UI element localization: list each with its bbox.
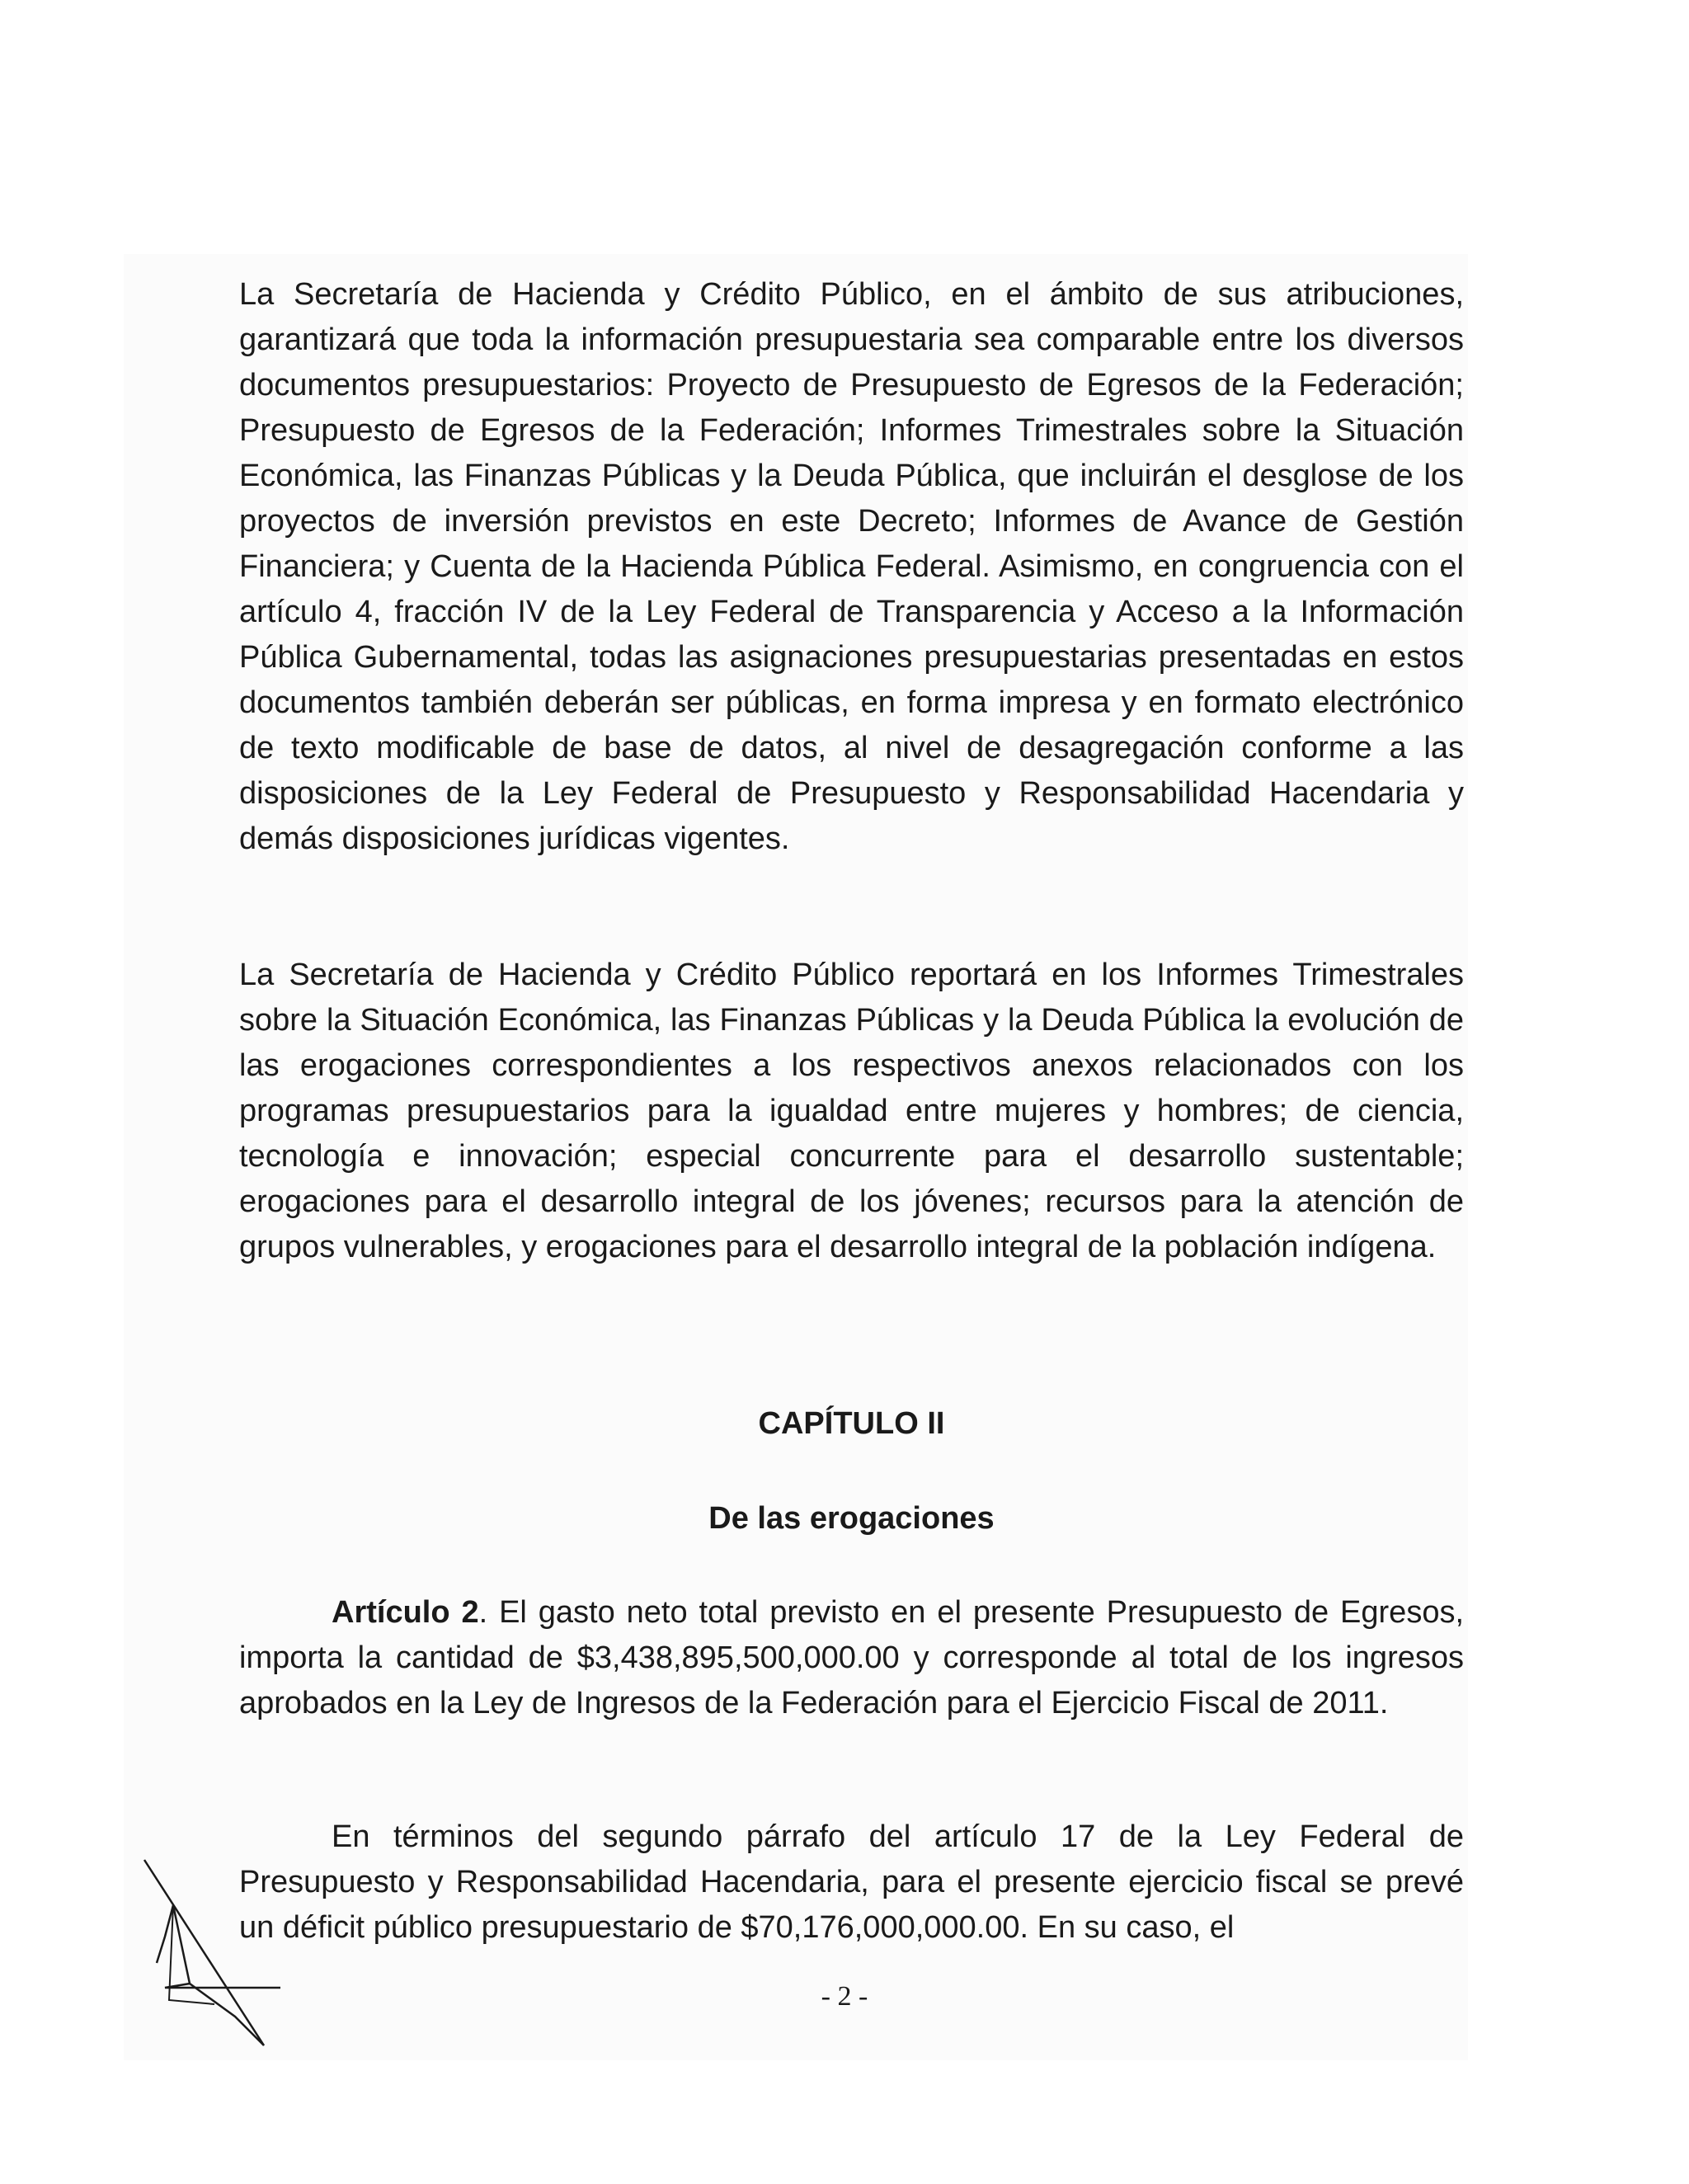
paragraph-deficit: En términos del segundo párrafo del artículo 17 de la Ley Federal de Presupuesto y Responsabilidad Hacendaria, para el presente ejercicio fiscal se prevé un déficit público presupuestario de $70,176,000,000.00. En su caso, el (239, 1819, 1464, 1945)
chapter-subtitle: De las erogaciones (708, 1501, 995, 1536)
paragraph-quarterly-reports: La Secretaría de Hacienda y Crédito Público reportará en los Informes Trimestrales sobre la Situación Económica, las Finanzas Públicas y la Deuda Pública la evolución de las erogaciones correspondientes a los respectivos anexos relacionados con los programas presupuestarios para la igualdad entre mujeres y hombres; de ciencia, tecnología e innovación; especial concurrente para el desarrollo sustentable; erogaciones para el desarrollo integral de los jóvenes; recursos para la atención de grupos vulnerables, y erogaciones para el desarrollo integral de la población indígena. (239, 958, 1464, 1264)
page-number: - 2 - (821, 1981, 868, 2012)
paragraph-article-2 (239, 1590, 1464, 1726)
chapter-heading: CAPÍTULO II (758, 1406, 945, 1441)
article-2-text: . El gasto neto total previsto en el presente Presupuesto de Egresos, importa la cantidad de $3,438,895,500,000.00 y corresponde al total de los ingresos aprobados en la Ley de Ingresos de la Federación para el Ejercicio Fiscal de 2011. (239, 1595, 1465, 1720)
article-label: Artículo 2 (332, 1595, 479, 1630)
signature-mark (140, 1856, 280, 2054)
paragraph-transparency: La Secretaría de Hacienda y Crédito Público, en el ámbito de sus atribuciones, garantizará que toda la información presupuestaria sea comparable entre los diversos documentos presupuestarios: Proyecto de Presupuesto de Egresos de la Federación; Presupuesto de Egresos de la Federación; Informes Trimestrales sobre la Situación Económica, las Finanzas Públicas y la Deuda Pública, que incluirán el desglose de los proyectos de inversión previstos en este Decreto; Informes de Avance de Gestión Financiera; y Cuenta de la Hacienda Pública Federal. Asimismo, en congruencia con el artículo 4, fracción IV de la Ley Federal de Transparencia y Acceso a la Información Pública Gubernamental, todas las asignaciones presupuestarias presentadas en estos documentos también deberán ser públicas, en forma impresa y en formato electrónico de texto modificable de base de datos, al nivel de desagregación conforme a las disposiciones de la Ley Federal de Presupuesto y Responsabilidad Hacendaria y demás disposiciones jurídicas vigentes. (239, 277, 1464, 856)
